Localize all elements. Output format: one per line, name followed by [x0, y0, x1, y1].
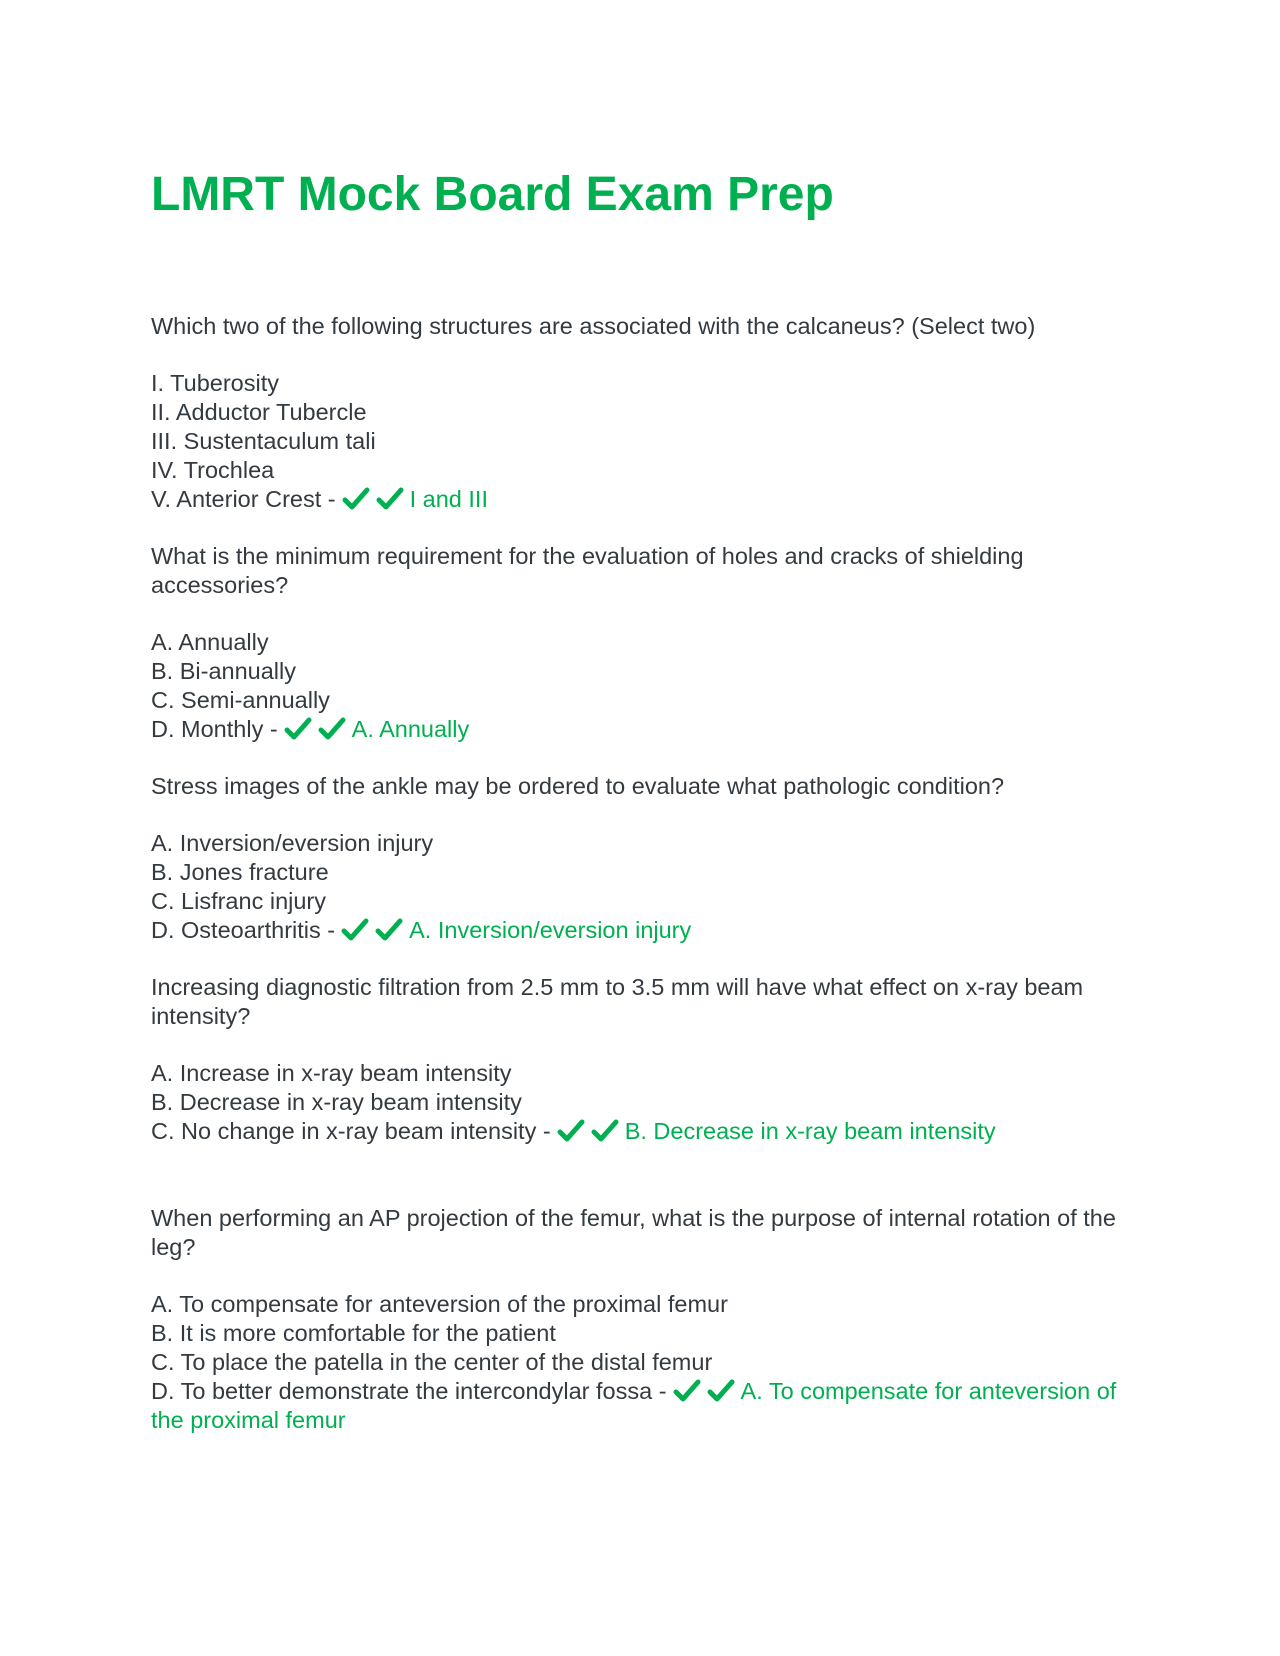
checkmark-icon — [342, 486, 370, 512]
option: A. Annually — [151, 629, 269, 655]
option: I. Tuberosity — [151, 370, 279, 396]
option: II. Adductor Tubercle — [151, 399, 367, 425]
checkmark-icon — [341, 917, 369, 943]
correct-answer: A. Inversion/eversion injury — [409, 917, 692, 943]
question-text: Increasing diagnostic filtration from 2.5 mm to 3.5 mm will have what effect on x-ray beam intensity? — [151, 974, 1084, 1029]
question-block — [151, 973, 1131, 1146]
checkmark-icon — [376, 486, 404, 512]
option: B. Jones fracture — [151, 859, 329, 885]
checkmark-icon — [591, 1118, 619, 1144]
question-block — [151, 1204, 1131, 1435]
question-block — [151, 312, 1131, 514]
option: A. Increase in x-ray beam intensity — [151, 1060, 512, 1086]
option-with-answer — [151, 715, 1131, 744]
question-block — [151, 772, 1131, 945]
question-text: Stress images of the ankle may be ordered to evaluate what pathologic condition? — [151, 773, 1005, 799]
option: B. Decrease in x-ray beam intensity — [151, 1089, 522, 1115]
option: B. Bi-annually — [151, 658, 296, 684]
checkmark-icon — [707, 1378, 735, 1404]
question-text: When performing an AP projection of the femur, what is the purpose of internal rotation of the leg? — [151, 1205, 1116, 1260]
option-text: V. Anterior Crest - — [151, 486, 336, 512]
option: C. To place the patella in the center of the distal femur — [151, 1349, 713, 1375]
checkmark-icon — [318, 716, 346, 742]
document-title: LMRT Mock Board Exam Prep — [151, 168, 834, 221]
option: III. Sustentaculum tali — [151, 428, 376, 454]
option: C. Semi-annually — [151, 687, 330, 713]
correct-answer: I and III — [409, 486, 488, 512]
option-text: D. Monthly - — [151, 716, 278, 742]
option-text: D. Osteoarthritis - — [151, 917, 336, 943]
checkmark-icon — [375, 917, 403, 943]
question-text: Which two of the following structures are associated with the calcaneus? (Select two) — [151, 313, 1036, 339]
option: A. To compensate for anteversion of the proximal femur — [151, 1291, 728, 1317]
checkmark-icon — [673, 1378, 701, 1404]
option: C. Lisfranc injury — [151, 888, 326, 914]
question-list — [151, 312, 1131, 1463]
checkmark-icon — [557, 1118, 585, 1144]
correct-answer: A. To compensate for anteversion of the proximal femur — [151, 1378, 1117, 1433]
option: IV. Trochlea — [151, 457, 275, 483]
option-with-answer — [151, 485, 1131, 514]
checkmark-icon — [284, 716, 312, 742]
option: A. Inversion/eversion injury — [151, 830, 434, 856]
option-text: C. No change in x-ray beam intensity - — [151, 1118, 551, 1144]
question-block — [151, 542, 1131, 744]
option: B. It is more comfortable for the patient — [151, 1320, 556, 1346]
correct-answer: B. Decrease in x-ray beam intensity — [624, 1118, 996, 1144]
option-with-answer — [151, 1377, 1131, 1435]
correct-answer: A. Annually — [351, 716, 470, 742]
option-with-answer — [151, 916, 1131, 945]
option-with-answer — [151, 1117, 1131, 1146]
question-text: What is the minimum requirement for the evaluation of holes and cracks of shielding accessories? — [151, 543, 1024, 598]
option-text: D. To better demonstrate the intercondylar fossa - — [151, 1378, 667, 1404]
